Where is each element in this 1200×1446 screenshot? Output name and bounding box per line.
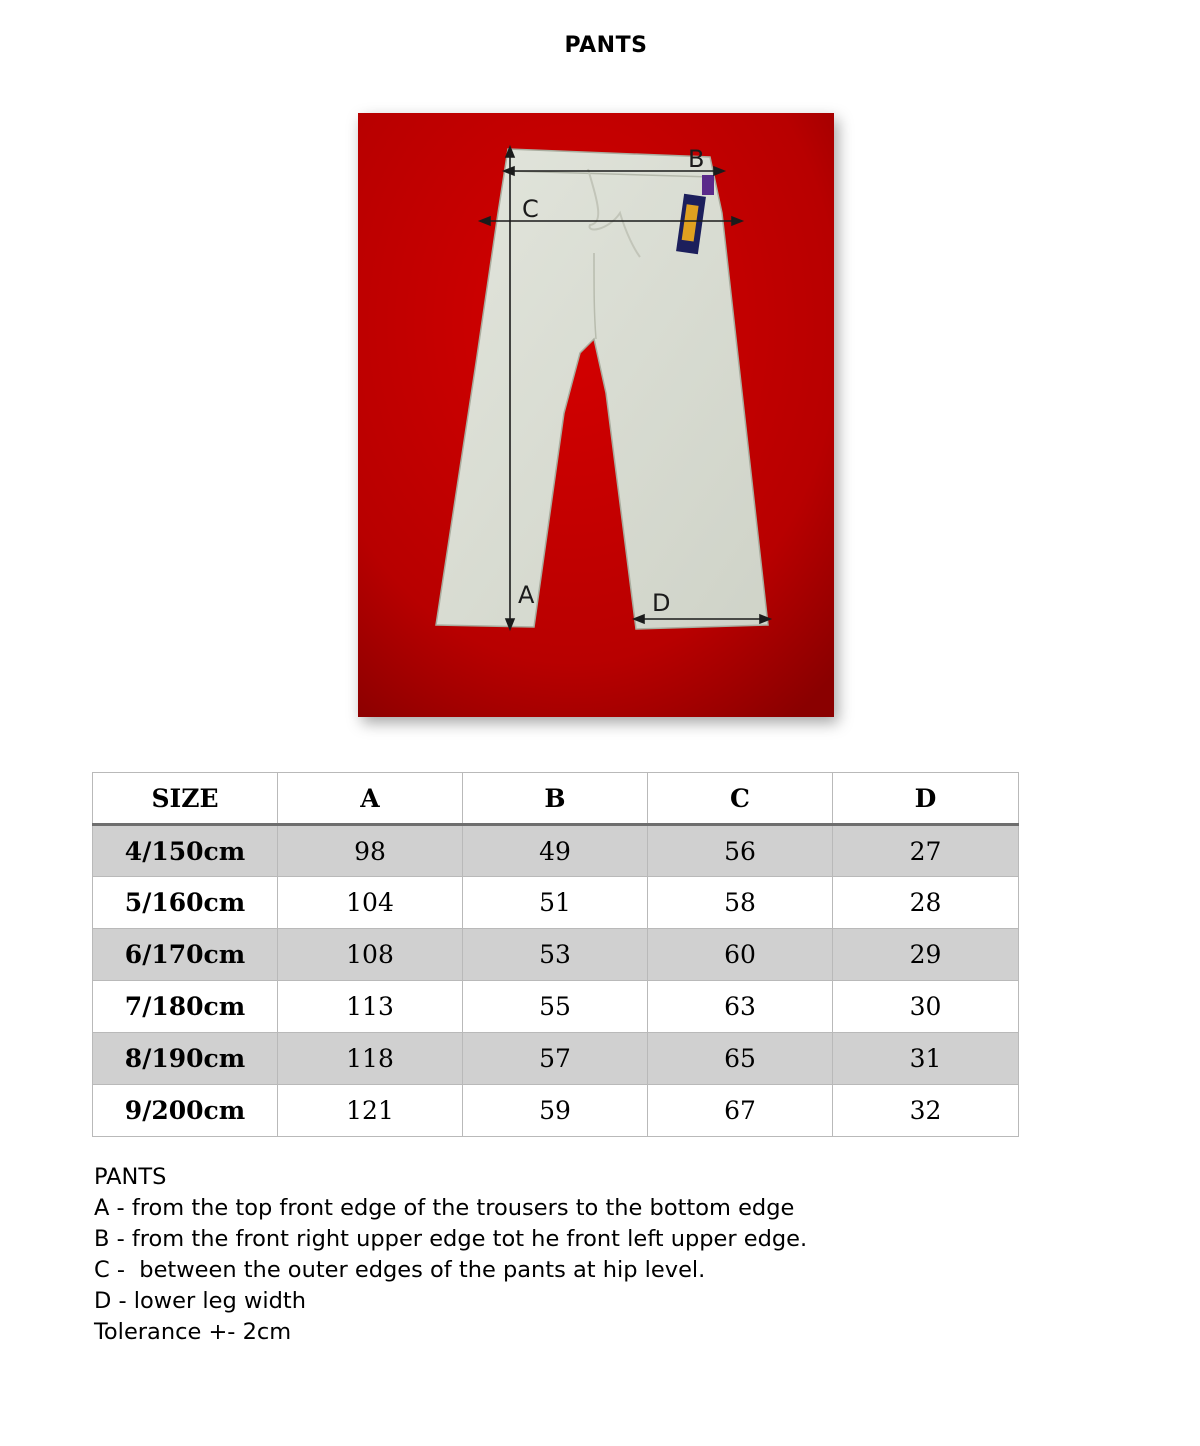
table-row: [93, 1033, 1019, 1085]
value-d: 32: [833, 1085, 1019, 1137]
header-d: D: [833, 773, 1019, 825]
value-c: 63: [648, 981, 833, 1033]
value-c: 58: [648, 877, 833, 929]
value-d: 30: [833, 981, 1019, 1033]
table-row: [93, 825, 1019, 877]
value-b: 55: [463, 981, 648, 1033]
value-a: 104: [278, 877, 463, 929]
label-c: C: [522, 195, 539, 223]
value-c: 67: [648, 1085, 833, 1137]
value-d: 28: [833, 877, 1019, 929]
pants-measurement-photo: [358, 113, 834, 717]
table-row: [93, 981, 1019, 1033]
pants-diagram: [358, 113, 834, 717]
size-cell: 7/180cm: [93, 981, 278, 1033]
value-b: 51: [463, 877, 648, 929]
value-a: 98: [278, 825, 463, 877]
measurement-notes: [94, 1162, 807, 1348]
value-a: 108: [278, 929, 463, 981]
table-row: [93, 877, 1019, 929]
note-d: D - lower leg width: [94, 1288, 306, 1314]
note-a: A - from the top front edge of the trousers to the bottom edge: [94, 1195, 795, 1221]
size-cell: 6/170cm: [93, 929, 278, 981]
value-c: 60: [648, 929, 833, 981]
label-d: D: [652, 589, 671, 617]
page-title: PANTS: [564, 33, 648, 58]
size-chart-table: [92, 772, 1019, 1137]
size-cell: 5/160cm: [93, 877, 278, 929]
value-c: 65: [648, 1033, 833, 1085]
value-d: 27: [833, 825, 1019, 877]
value-a: 118: [278, 1033, 463, 1085]
label-a: A: [518, 581, 535, 609]
note-tolerance: Tolerance +- 2cm: [94, 1319, 292, 1345]
note-c: C - between the outer edges of the pants at hip level.: [94, 1257, 706, 1283]
note-b: B - from the front right upper edge tot he front left upper edge.: [94, 1226, 808, 1252]
value-a: 121: [278, 1085, 463, 1137]
value-b: 49: [463, 825, 648, 877]
value-b: 57: [463, 1033, 648, 1085]
header-a: A: [278, 773, 463, 825]
table-row: [93, 929, 1019, 981]
value-d: 29: [833, 929, 1019, 981]
value-b: 59: [463, 1085, 648, 1137]
value-d: 31: [833, 1033, 1019, 1085]
header-size: SIZE: [93, 773, 278, 825]
header-b: B: [463, 773, 648, 825]
value-b: 53: [463, 929, 648, 981]
size-cell: 8/190cm: [93, 1033, 278, 1085]
table-row: [93, 1085, 1019, 1137]
notes-heading: PANTS: [94, 1164, 167, 1190]
label-b: B: [688, 145, 705, 173]
size-cell: 4/150cm: [93, 825, 278, 877]
value-c: 56: [648, 825, 833, 877]
size-cell: 9/200cm: [93, 1085, 278, 1137]
table-header-row: [93, 773, 1019, 825]
value-a: 113: [278, 981, 463, 1033]
header-c: C: [648, 773, 833, 825]
